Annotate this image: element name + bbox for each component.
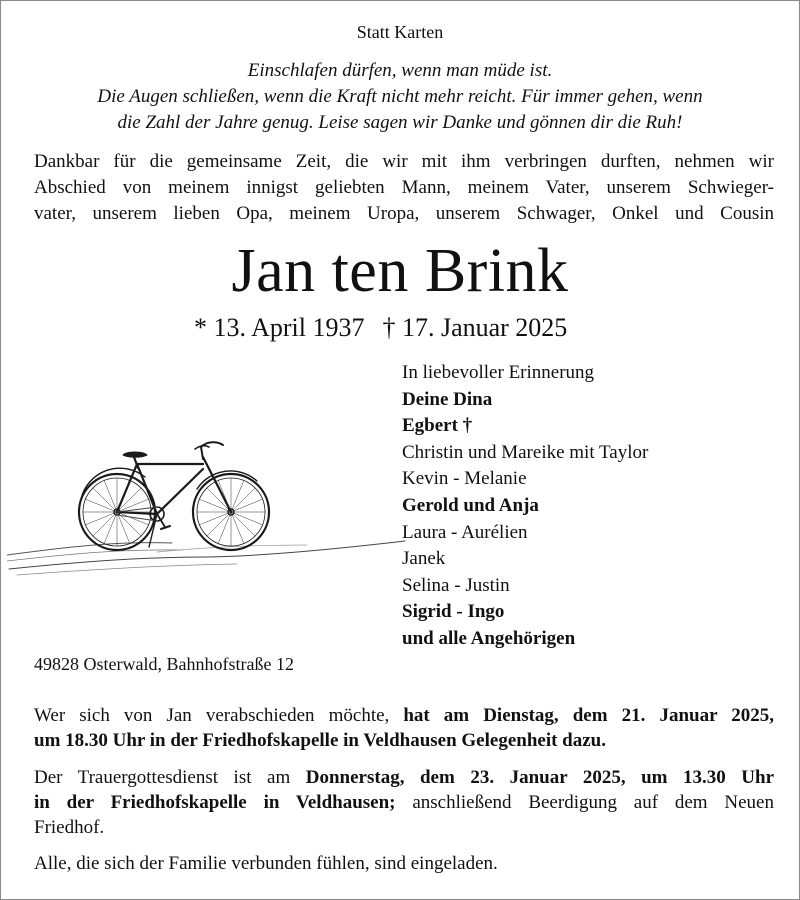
header-statt-karten: Statt Karten bbox=[356, 22, 444, 42]
poem bbox=[1, 58, 799, 136]
farewell-line bbox=[34, 703, 774, 728]
mourners-line: Kevin - Melanie bbox=[402, 468, 527, 490]
address: 49828 Osterwald, Bahnhofstraße 12 bbox=[34, 654, 294, 674]
service-line-end: Friedhof. bbox=[34, 817, 105, 838]
service-line bbox=[34, 765, 774, 790]
intro-line: vater, unserem lieben Opa, meinem Uropa, unserem Schwager, Onkel und Cousin bbox=[34, 203, 774, 224]
mourners-line: Egbert † bbox=[402, 415, 473, 437]
mourners-line: Laura - Aurélien bbox=[402, 521, 528, 543]
service-place: in der Friedhofskapelle in Veldhausen; bbox=[34, 792, 396, 813]
mourners-line: Deine Dina bbox=[402, 388, 493, 410]
service-burial: anschließend Beerdigung auf dem Neuen bbox=[395, 792, 774, 813]
service-paragraph bbox=[34, 765, 774, 840]
intro-line: Abschied von meinem innigst geliebten Mann, meinem Vater, unserem Schwieger- bbox=[34, 177, 774, 198]
farewell-paragraph bbox=[34, 703, 774, 753]
poem-line: Die Augen schließen, wenn die Kraft nicht mehr reicht. Für immer gehen, wenn bbox=[97, 86, 703, 107]
poem-line: die Zahl der Jahre genug. Leise sagen wir Danke und gönnen dir die Ruh! bbox=[117, 112, 683, 133]
mourners-line: Sigrid - Ingo bbox=[402, 601, 505, 623]
deceased-name: Jan ten Brink bbox=[231, 237, 569, 305]
mourners-line: Christin und Mareike mit Taylor bbox=[402, 441, 649, 463]
poem-line: Einschlafen dürfen, wenn man müde ist. bbox=[247, 60, 553, 81]
mourners-line: und alle Angehörigen bbox=[402, 627, 576, 649]
closing-text bbox=[34, 851, 774, 876]
service-line bbox=[34, 790, 774, 815]
farewell-date: hat am Dienstag, dem 21. Januar 2025, bbox=[403, 705, 774, 726]
death-date: † 17. Januar 2025 bbox=[382, 313, 568, 342]
birth-date: * 13. April 1937 bbox=[194, 313, 365, 342]
mourners-line: Gerold und Anja bbox=[402, 494, 539, 516]
closing-line: Alle, die sich der Familie verbunden fühlen, sind eingeladen. bbox=[34, 853, 498, 874]
farewell-text: Wer sich von Jan verabschieden möchte, bbox=[34, 705, 404, 726]
service-date: Donnerstag, dem 23. Januar 2025, um 13.30 Uhr bbox=[305, 767, 775, 788]
service-text: Der Trauergottesdienst ist am bbox=[34, 767, 306, 788]
bicycle-illustration bbox=[7, 419, 407, 579]
intro-text bbox=[34, 149, 774, 227]
mourners-line: Janek bbox=[402, 548, 446, 570]
farewell-time-place: um 18.30 Uhr in der Friedhofskapelle in Veldhausen Gelegenheit dazu. bbox=[34, 730, 607, 751]
intro-line: Dankbar für die gemeinsame Zeit, die wir mit ihm verbringen durften, nehmen wir bbox=[34, 151, 774, 172]
mourners-list bbox=[402, 360, 648, 653]
life-dates bbox=[194, 312, 567, 344]
mourners-line: Selina - Justin bbox=[402, 574, 510, 596]
mourners-line: In liebevoller Erinnerung bbox=[402, 362, 595, 383]
